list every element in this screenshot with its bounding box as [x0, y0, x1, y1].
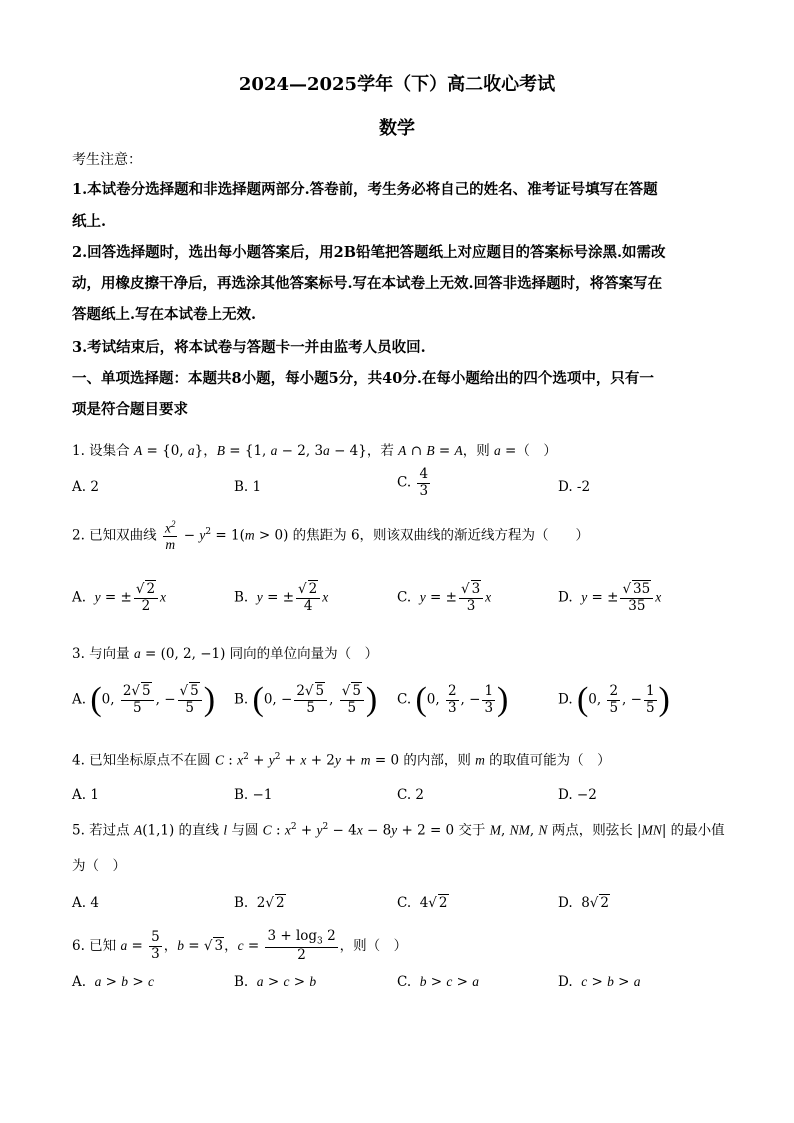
q1-option-d: D. -2	[558, 479, 591, 495]
q4-option-c: C. 2	[397, 787, 425, 803]
q1-option-c: C. $\frac{4}{3}$	[397, 466, 429, 499]
q3-option-b: B. (0, − $\frac{2√ 5}{5}$ , $\frac{√ 5}{5}$ )	[234, 681, 378, 718]
q2-option-d: D. y = ± $\frac{√ 35}{35}$ x	[558, 581, 662, 614]
question-6-stem: 6. 已知 a = $\frac{5}{3}$ ，b = √ 3，c = $\frac{3 + \log_3 2}{2}$ ，则（ ）	[72, 928, 408, 964]
notice-line-2: 纸上.	[72, 213, 107, 230]
q3-option-d: D. (0, $\frac{2}{5}$ , − $\frac{1}{5}$ )	[558, 681, 670, 718]
exam-subject: 数学	[379, 118, 415, 139]
section-heading-line-2: 项是符合题目要求	[72, 401, 188, 418]
question-2-stem: 2. 已知双曲线 $\frac{x^2}{m}$ − $y^2 = 1(m > 0)$ 的焦距为 6，则该双曲线的渐近线方程为（ ）	[72, 519, 590, 553]
q1-option-a: A. 2	[72, 479, 99, 495]
q5-option-c: C. 4√ 2	[397, 895, 448, 911]
question-1-stem: 1. 设集合 A = {0, a}，B = {1, a − 2, 3a − 4}，若 A ∩ B = A，则 a =（ ）	[72, 443, 557, 459]
notice-line-5: 答题纸上.写在本试卷上无效.	[72, 306, 257, 323]
notice-line-1: 1.本试卷分选择题和非选择题两部分.答卷前，考生务必将自己的姓名、准考证号填写在答题	[72, 181, 658, 198]
q5-option-d: D. 8√ 2	[558, 895, 610, 911]
section-heading-line-1: 一、单项选择题：本题共8小题，每小题5分，共40分.在每小题给出的四个选项中，只有一	[72, 370, 654, 387]
q1-option-b: B. 1	[234, 479, 262, 495]
q4-option-a: A. 1	[72, 787, 99, 803]
q3-option-a: A. (0, $\frac{2√ 5}{5}$ , − $\frac{√ 5}{5}$ )	[72, 681, 216, 718]
question-5-stem-cont: 为（ ）	[72, 858, 126, 874]
q2-option-b: B. y = ± $\frac{√ 2}{4}$ x	[234, 581, 329, 614]
q5-option-b: B. 2√ 2	[234, 895, 285, 911]
notice-heading: 考生注意：	[72, 152, 142, 168]
q2-option-a: A. y = ± $\frac{√ 2}{2}$ x	[72, 581, 167, 614]
q5-option-a: A. 4	[72, 895, 99, 911]
notice-line-3: 2.回答选择题时，选出每小题答案后，用2B铅笔把答题纸上对应题目的答案标号涂黑.如需改	[72, 244, 666, 261]
q6-option-c: C. b > c > a	[397, 974, 480, 990]
question-4-stem: 4. 已知坐标原点不在圆 C : $x^2 + y^2 + x + 2y + m = 0$ 的内部，则 m 的取值可能为（ ）	[72, 752, 611, 769]
q6-option-d: D. c > b > a	[558, 974, 641, 990]
notice-line-6: 3.考试结束后，将本试卷与答题卡一并由监考人员收回.	[72, 339, 426, 356]
q4-option-b: B. −1	[234, 787, 273, 803]
q2-option-c: C. y = ± $\frac{√ 3}{3}$ x	[397, 581, 492, 614]
q6-option-a: A. a > b > c	[72, 974, 154, 990]
exam-title: 2024—2025学年（下）高二收心考试	[238, 74, 556, 95]
question-5-stem: 5. 若过点 A(1,1) 的直线 l 与圆 C : $x^2 + y^2 - 4x - 8y + 2 = 0$ 交于 M, NM, N 两点，则弦长 |MN| 的最小值	[72, 822, 725, 839]
q6-option-b: B. a > c > b	[234, 974, 317, 990]
q3-option-c: C. (0, $\frac{2}{3}$ , − $\frac{1}{3}$ )	[397, 681, 509, 718]
notice-line-4: 动，用橡皮擦干净后，再选涂其他答案标号.写在本试卷上无效.回答非选择题时，将答案写在	[72, 275, 663, 292]
q4-option-d: D. −2	[558, 787, 597, 803]
question-3-stem: 3. 与向量 a = (0, 2, −1) 同向的单位向量为（ ）	[72, 646, 379, 662]
